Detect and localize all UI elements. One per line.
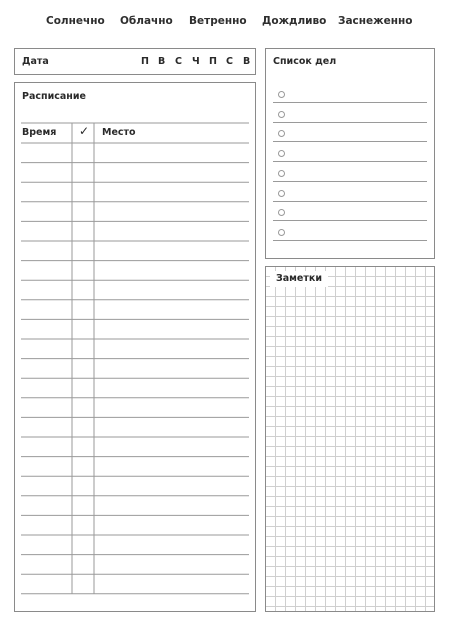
weather-windy[interactable]: Ветренно <box>189 15 247 27</box>
todo-item[interactable] <box>273 148 427 162</box>
notes-box[interactable] <box>265 266 435 612</box>
todo-underline <box>273 240 427 241</box>
weather-snowy[interactable]: Заснеженно <box>338 15 413 27</box>
schedule-title: Расписание <box>22 91 86 102</box>
date-label: Дата <box>22 56 49 67</box>
schedule-box <box>14 82 256 612</box>
checkbox-circle-icon[interactable] <box>278 91 285 98</box>
todo-underline <box>273 161 427 162</box>
checkbox-circle-icon[interactable] <box>278 229 285 236</box>
check-icon: ✓ <box>79 124 90 138</box>
weather-sunny[interactable]: Солнечно <box>46 15 105 27</box>
schedule-place-header: Место <box>102 127 136 138</box>
todo-underline <box>273 181 427 182</box>
checkbox-circle-icon[interactable] <box>278 209 285 216</box>
date-box <box>14 48 256 75</box>
checkbox-circle-icon[interactable] <box>278 150 285 157</box>
todo-item[interactable] <box>273 89 427 103</box>
weekday-sun[interactable]: В <box>243 56 251 67</box>
weekday-row <box>141 56 251 68</box>
weekday-thu[interactable]: Ч <box>192 56 200 67</box>
todo-underline <box>273 201 427 202</box>
todo-underline <box>273 220 427 221</box>
weekday-tue[interactable]: В <box>158 56 166 67</box>
checkbox-circle-icon[interactable] <box>278 170 285 177</box>
todo-item[interactable] <box>273 168 427 182</box>
checkbox-circle-icon[interactable] <box>278 111 285 118</box>
weekday-fri[interactable]: П <box>209 56 217 67</box>
todo-item[interactable] <box>273 128 427 142</box>
todo-title: Список дел <box>273 56 337 67</box>
todo-underline <box>273 102 427 103</box>
todo-item[interactable] <box>273 207 427 221</box>
todo-item[interactable] <box>273 188 427 202</box>
todo-item[interactable] <box>273 227 427 241</box>
schedule-time-header: Время <box>22 127 57 138</box>
weekday-sat[interactable]: С <box>226 56 233 67</box>
weather-cloudy[interactable]: Облачно <box>120 15 173 27</box>
checkbox-circle-icon[interactable] <box>278 190 285 197</box>
weather-row <box>16 15 434 31</box>
weather-rainy[interactable]: Дождливо <box>262 15 327 27</box>
checkbox-circle-icon[interactable] <box>278 130 285 137</box>
weekday-wed[interactable]: С <box>175 56 182 67</box>
notes-title: Заметки <box>270 271 328 287</box>
todo-underline <box>273 122 427 123</box>
todo-item[interactable] <box>273 109 427 123</box>
todo-underline <box>273 141 427 142</box>
todo-box <box>265 48 435 259</box>
weekday-mon[interactable]: П <box>141 56 149 67</box>
schedule-grid <box>15 83 255 611</box>
